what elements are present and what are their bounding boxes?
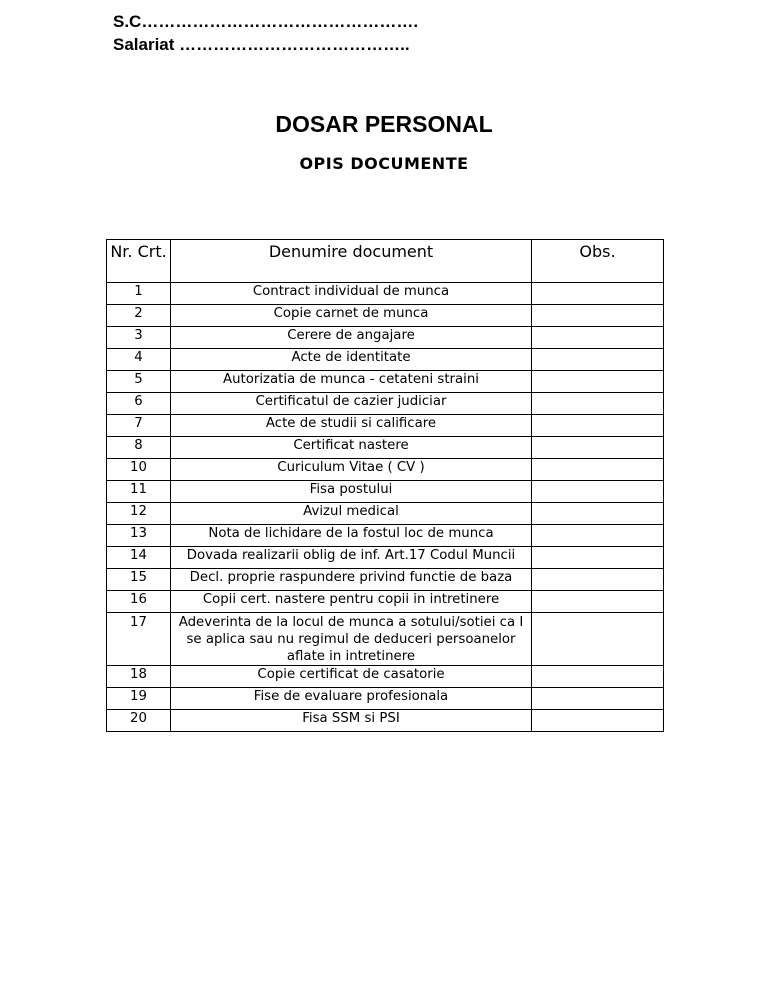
row-number: 14 — [107, 547, 171, 569]
row-document-name: Fisa SSM si PSI — [171, 710, 532, 732]
row-observations — [532, 371, 664, 393]
table-row — [107, 666, 664, 688]
column-header-nr: Nr. Crt. — [107, 240, 171, 283]
row-number: 13 — [107, 525, 171, 547]
row-document-name: Avizul medical — [171, 503, 532, 525]
row-observations — [532, 481, 664, 503]
table-row — [107, 503, 664, 525]
row-document-name: Acte de identitate — [171, 349, 532, 371]
row-number: 12 — [107, 503, 171, 525]
row-document-name: Fise de evaluare profesionala — [171, 688, 532, 710]
row-number: 3 — [107, 327, 171, 349]
row-document-name: Certificat nastere — [171, 437, 532, 459]
row-document-name: Decl. proprie raspundere privind functie de baza — [171, 569, 532, 591]
row-number: 6 — [107, 393, 171, 415]
row-number: 19 — [107, 688, 171, 710]
row-observations — [532, 591, 664, 613]
row-number: 8 — [107, 437, 171, 459]
row-number: 7 — [107, 415, 171, 437]
row-document-name: Copii cert. nastere pentru copii in intretinere — [171, 591, 532, 613]
row-observations — [532, 305, 664, 327]
row-number: 1 — [107, 283, 171, 305]
table-row — [107, 415, 664, 437]
row-observations — [532, 437, 664, 459]
row-document-name: Cerere de angajare — [171, 327, 532, 349]
row-observations — [532, 613, 664, 666]
row-document-name: Autorizatia de munca - cetateni straini — [171, 371, 532, 393]
row-observations — [532, 415, 664, 437]
row-observations — [532, 525, 664, 547]
company-line: S.C…………………………………………. — [113, 12, 419, 31]
row-document-name: Nota de lichidare de la fostul loc de munca — [171, 525, 532, 547]
row-number: 2 — [107, 305, 171, 327]
table-row — [107, 613, 664, 666]
document-subtitle: OPIS DOCUMENTE — [299, 154, 469, 173]
row-document-name: Adeverinta de la locul de munca a sotului/sotiei ca I se aplica sau nu regimul de deduceri persoanelor aflate in intretinere — [171, 613, 532, 666]
row-observations — [532, 710, 664, 732]
row-document-name: Copie carnet de munca — [171, 305, 532, 327]
table-row — [107, 459, 664, 481]
row-observations — [532, 459, 664, 481]
employee-line: Salariat ………………………………….. — [113, 35, 410, 54]
table-header-row — [107, 240, 664, 283]
row-document-name: Dovada realizarii oblig de inf. Art.17 Codul Muncii — [171, 547, 532, 569]
row-observations — [532, 327, 664, 349]
table-row — [107, 688, 664, 710]
row-document-name: Copie certificat de casatorie — [171, 666, 532, 688]
row-number: 4 — [107, 349, 171, 371]
table-row — [107, 710, 664, 732]
documents-table — [106, 239, 664, 732]
row-observations — [532, 688, 664, 710]
row-number: 16 — [107, 591, 171, 613]
row-number: 10 — [107, 459, 171, 481]
row-document-name: Curiculum Vitae ( CV ) — [171, 459, 532, 481]
row-observations — [532, 349, 664, 371]
column-header-obs: Obs. — [532, 240, 664, 283]
table-row — [107, 327, 664, 349]
row-document-name: Acte de studii si calificare — [171, 415, 532, 437]
row-number: 17 — [107, 613, 171, 666]
document-title: DOSAR PERSONAL — [275, 111, 493, 137]
row-observations — [532, 569, 664, 591]
row-number: 18 — [107, 666, 171, 688]
row-observations — [532, 666, 664, 688]
row-number: 20 — [107, 710, 171, 732]
row-number: 11 — [107, 481, 171, 503]
table-row — [107, 591, 664, 613]
table-row — [107, 569, 664, 591]
row-observations — [532, 547, 664, 569]
table-row — [107, 349, 664, 371]
row-document-name: Certificatul de cazier judiciar — [171, 393, 532, 415]
table-row — [107, 283, 664, 305]
table-row — [107, 547, 664, 569]
row-document-name: Contract individual de munca — [171, 283, 532, 305]
row-observations — [532, 503, 664, 525]
table-row — [107, 371, 664, 393]
row-number: 15 — [107, 569, 171, 591]
table-row — [107, 393, 664, 415]
table-row — [107, 525, 664, 547]
table-row — [107, 481, 664, 503]
row-observations — [532, 283, 664, 305]
table-row — [107, 305, 664, 327]
row-observations — [532, 393, 664, 415]
row-document-name: Fisa postului — [171, 481, 532, 503]
table-row — [107, 437, 664, 459]
row-number: 5 — [107, 371, 171, 393]
column-header-name: Denumire document — [171, 240, 532, 283]
